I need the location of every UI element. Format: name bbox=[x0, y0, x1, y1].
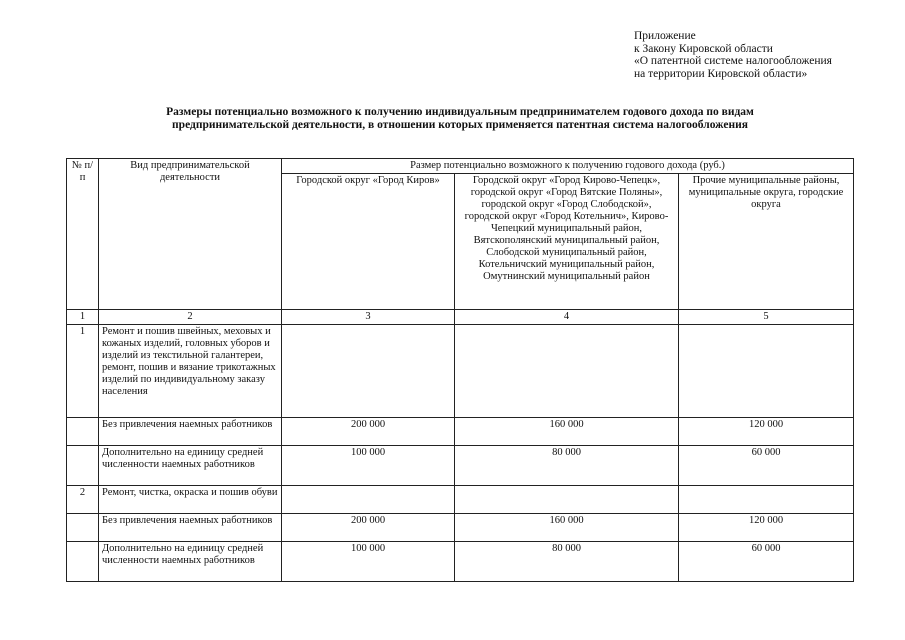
income-table bbox=[66, 158, 854, 582]
col-number: 4 bbox=[455, 310, 679, 325]
table-row bbox=[67, 542, 854, 582]
col-number: 1 bbox=[67, 310, 99, 325]
value-cell: 200 000 bbox=[282, 514, 455, 542]
value-cell: 120 000 bbox=[679, 514, 854, 542]
value-cell: 80 000 bbox=[455, 446, 679, 486]
col-number: 3 bbox=[282, 310, 455, 325]
appendix-line: к Закону Кировской области bbox=[634, 42, 773, 55]
title-line: предпринимательской деятельности, в отношении которых применяется патентная система налогообложения bbox=[172, 119, 748, 131]
row-label: Дополнительно на единицу средней численности наемных работников bbox=[99, 542, 282, 582]
header-col5: Прочие муниципальные районы, муниципальные округа, городские округа bbox=[679, 174, 854, 310]
value-cell: 80 000 bbox=[455, 542, 679, 582]
value-cell: 120 000 bbox=[679, 418, 854, 446]
header-income-group: Размер потенциально возможного к получению годового дохода (руб.) bbox=[282, 159, 854, 174]
appendix-line: Приложение bbox=[634, 30, 696, 42]
document-title bbox=[80, 106, 840, 132]
value-cell: 200 000 bbox=[282, 418, 455, 446]
row-label: Без привлечения наемных работников bbox=[99, 418, 282, 446]
col-number: 5 bbox=[679, 310, 854, 325]
header-activity: Вид предпринимательской деятельности bbox=[99, 159, 282, 310]
header-col3: Городской округ «Город Киров» bbox=[282, 174, 455, 310]
value-cell: 100 000 bbox=[282, 446, 455, 486]
section-title: Ремонт, чистка, окраска и пошив обуви bbox=[99, 486, 282, 514]
header-col4: Городской округ «Город Кирово-Чепецк», городской округ «Город Вятские Поляны», городской округ «Город Слободской», городской округ «Город Котельнич», Кирово-Чепецкий муниципальный район, Вятскополянский муниципальный район, Слободской муниципальный район, Котельничский муниципальный район, Омутнинский муниципальный район bbox=[455, 174, 679, 310]
appendix-block bbox=[634, 30, 832, 80]
section-num: 1 bbox=[67, 325, 99, 418]
value-cell: 160 000 bbox=[455, 514, 679, 542]
value-cell: 60 000 bbox=[679, 542, 854, 582]
section-title: Ремонт и пошив швейных, меховых и кожаных изделий, головных уборов и изделий из текстильной галантереи, ремонт, пошив и вязание трикотажных изделий по индивидуальному заказу населения bbox=[99, 325, 282, 418]
table-row bbox=[67, 514, 854, 542]
section-num: 2 bbox=[67, 486, 99, 514]
value-cell: 100 000 bbox=[282, 542, 455, 582]
col-number: 2 bbox=[99, 310, 282, 325]
value-cell: 160 000 bbox=[455, 418, 679, 446]
column-numbers-row bbox=[67, 310, 854, 325]
appendix-line: «О патентной системе налогообложения bbox=[634, 55, 832, 67]
title-line: Размеры потенциально возможного к получению индивидуальным предпринимателем годового дохода по видам bbox=[166, 106, 754, 118]
section-row bbox=[67, 486, 854, 514]
value-cell: 60 000 bbox=[679, 446, 854, 486]
row-label: Дополнительно на единицу средней численности наемных работников bbox=[99, 446, 282, 486]
table-row bbox=[67, 418, 854, 446]
appendix-line: на территории Кировской области» bbox=[634, 67, 808, 80]
row-label: Без привлечения наемных работников bbox=[99, 514, 282, 542]
header-num: № п/п bbox=[67, 159, 99, 310]
table-row bbox=[67, 446, 854, 486]
section-row bbox=[67, 325, 854, 418]
